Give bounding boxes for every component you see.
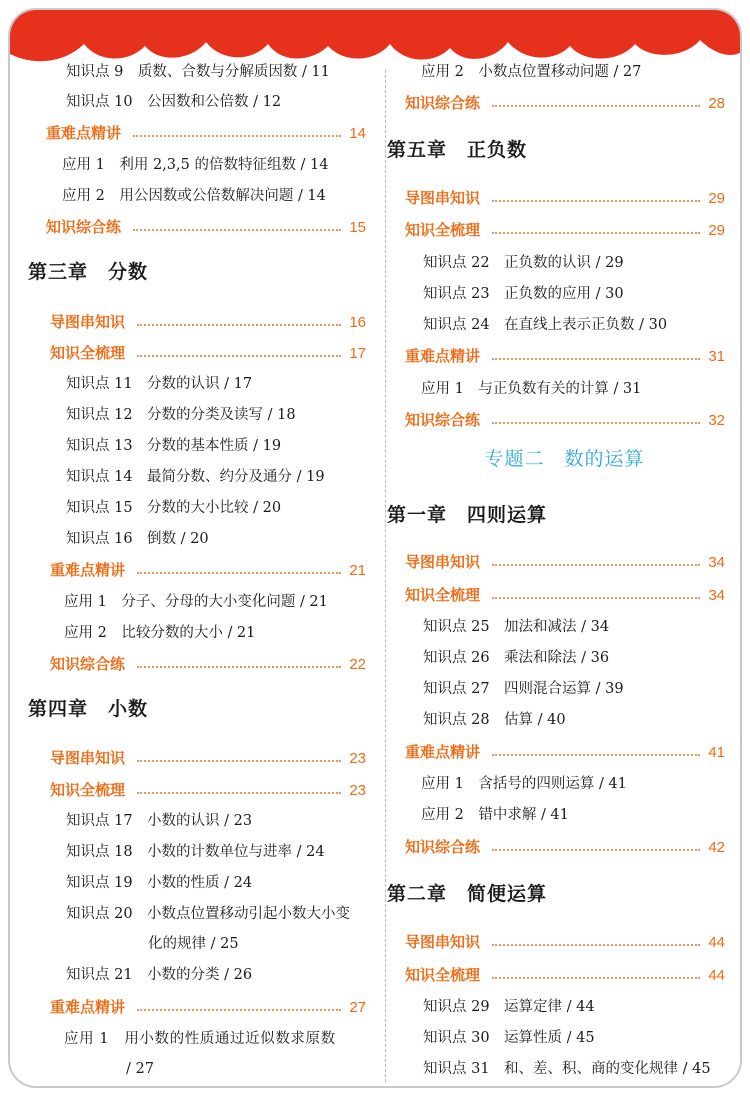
dot-leader: [137, 324, 341, 326]
section-label: 知识综合练: [50, 656, 126, 673]
section-page: 28: [708, 95, 725, 112]
toc-item[interactable]: [66, 92, 281, 112]
toc-item[interactable]: [66, 842, 325, 862]
toc-section[interactable]: [46, 124, 366, 144]
toc-section[interactable]: [405, 189, 725, 209]
toc-item-text: 应用 1 用小数的性质通过近似数求原数: [64, 1031, 336, 1047]
toc-item[interactable]: [64, 623, 255, 643]
section-label: 知识综合练: [46, 219, 122, 236]
toc-section[interactable]: [405, 94, 725, 114]
section-label: 导图串知识: [405, 934, 481, 951]
section-page: 16: [349, 314, 366, 331]
section-page: 44: [708, 934, 725, 951]
section-label: 知识综合练: [405, 95, 481, 112]
dot-leader: [137, 355, 341, 357]
dot-leader: [492, 105, 700, 107]
toc-item-text: 知识点 18 小数的计数单位与进率 / 24: [66, 844, 325, 860]
toc-item[interactable]: [423, 315, 667, 335]
toc-section[interactable]: [405, 838, 725, 858]
toc-item-text: 知识点 12 分数的分类及读写 / 18: [66, 407, 296, 423]
topic-title: 专题二 数的运算: [484, 448, 645, 470]
toc-item[interactable]: [66, 529, 209, 549]
section-page: 22: [349, 656, 366, 673]
toc-item-text: 知识点 14 最简分数、约分及通分 / 19: [66, 469, 325, 485]
toc-section[interactable]: [405, 743, 725, 763]
dot-leader: [492, 597, 700, 599]
toc-item[interactable]: [66, 374, 252, 394]
section-page: 31: [708, 348, 725, 365]
toc-section[interactable]: [50, 781, 366, 801]
dot-leader: [492, 422, 700, 424]
section-label: 重难点精讲: [50, 999, 126, 1016]
toc-item-continued[interactable]: [126, 1059, 154, 1079]
toc-item-text: 知识点 25 加法和减法 / 34: [423, 619, 610, 635]
toc-item[interactable]: [66, 62, 330, 82]
section-page: 29: [708, 190, 725, 207]
section-label: 重难点精讲: [50, 562, 126, 579]
section-label: 重难点精讲: [405, 744, 481, 761]
section-label: 导图串知识: [50, 750, 126, 767]
chapter-title: 第一章 四则运算: [387, 504, 548, 526]
section-page: 34: [708, 587, 725, 604]
toc-section[interactable]: [405, 221, 725, 241]
dot-leader: [492, 232, 700, 234]
dot-leader: [133, 229, 341, 231]
section-page: 17: [349, 345, 366, 362]
toc-section[interactable]: [405, 553, 725, 573]
toc-item[interactable]: [66, 873, 252, 893]
toc-item[interactable]: [66, 405, 296, 425]
toc-section[interactable]: [405, 586, 725, 606]
toc-item-text: 知识点 17 小数的认识 / 23: [66, 813, 253, 829]
dot-leader: [137, 666, 341, 668]
toc-section[interactable]: [50, 561, 366, 581]
section-page: 29: [708, 222, 725, 239]
dot-leader: [137, 1009, 341, 1011]
toc-item-text: 知识点 26 乘法和除法 / 36: [423, 650, 610, 666]
section-label: 知识全梳理: [50, 782, 126, 799]
section-page: 21: [349, 562, 366, 579]
toc-item[interactable]: [423, 1059, 711, 1079]
toc-item[interactable]: [64, 592, 328, 612]
toc-item[interactable]: [66, 467, 325, 487]
toc-section[interactable]: [405, 966, 725, 986]
chapter-heading[interactable]: [387, 505, 547, 525]
toc-item[interactable]: [64, 1029, 336, 1049]
toc-item-text: 知识点 10 公因数和公倍数 / 12: [66, 94, 282, 110]
section-label: 知识全梳理: [405, 967, 481, 984]
toc-item[interactable]: [423, 1028, 595, 1048]
toc-item-text: 知识点 31 和、差、积、商的变化规律 / 45: [423, 1061, 711, 1077]
toc-item-text: 知识点 19 小数的性质 / 24: [66, 875, 253, 891]
section-page: 44: [708, 967, 725, 984]
toc-item[interactable]: [421, 805, 569, 825]
dot-leader: [137, 792, 341, 794]
toc-item-text: 知识点 11 分数的认识 / 17: [66, 376, 253, 392]
dot-leader: [137, 572, 341, 574]
section-label: 导图串知识: [50, 314, 126, 331]
toc-section[interactable]: [50, 313, 366, 333]
chapter-heading[interactable]: [387, 884, 547, 904]
dot-leader: [492, 564, 700, 566]
dot-leader: [492, 754, 700, 756]
chapter-heading[interactable]: [28, 262, 148, 282]
section-page: 23: [349, 782, 366, 799]
toc-item-text: 知识点 16 倒数 / 20: [66, 531, 209, 547]
toc-item-text: 知识点 27 四则混合运算 / 39: [423, 681, 624, 697]
page-frame: [8, 8, 742, 1088]
toc-item[interactable]: [421, 62, 641, 82]
toc-item[interactable]: [66, 811, 252, 831]
toc-section[interactable]: [405, 411, 725, 431]
column-divider: [385, 70, 386, 1082]
toc-section[interactable]: [50, 344, 366, 364]
section-page: 27: [349, 999, 366, 1016]
section-label: 导图串知识: [405, 554, 481, 571]
toc-item-continued[interactable]: [148, 934, 239, 954]
toc-section[interactable]: [405, 933, 725, 953]
topic-heading[interactable]: [385, 449, 742, 469]
section-label: 导图串知识: [405, 190, 481, 207]
chapter-heading[interactable]: [387, 140, 527, 160]
section-label: 重难点精讲: [46, 125, 122, 142]
dot-leader: [492, 358, 700, 360]
section-page: 15: [349, 219, 366, 236]
chapter-title: 第五章 正负数: [387, 139, 528, 161]
toc-item[interactable]: [66, 436, 281, 456]
section-label: 知识综合练: [405, 839, 481, 856]
toc-item-text: 知识点 29 运算定律 / 44: [423, 999, 595, 1015]
toc-item[interactable]: [66, 965, 252, 985]
toc-item-text: 知识点 21 小数的分类 / 26: [66, 967, 253, 983]
toc-item-text: 知识点 22 正负数的认识 / 29: [423, 255, 624, 271]
section-label: 知识全梳理: [50, 345, 126, 362]
toc-item-text: 应用 1 含括号的四则运算 / 41: [421, 776, 627, 792]
toc-item[interactable]: [62, 155, 329, 175]
toc-item[interactable]: [66, 904, 350, 924]
toc-item[interactable]: [423, 679, 624, 699]
chapter-title: 第三章 分数: [28, 261, 149, 283]
toc-item-text: 知识点 20 小数点位置移动引起小数大小变: [66, 906, 351, 922]
section-page: 23: [349, 750, 366, 767]
toc-item[interactable]: [423, 710, 566, 730]
toc-item-text: 应用 2 错中求解 / 41: [421, 807, 569, 823]
section-label: 知识综合练: [405, 412, 481, 429]
dot-leader: [492, 849, 700, 851]
toc-item-text: 化的规律 / 25: [148, 936, 239, 952]
toc-item-text: 知识点 28 估算 / 40: [423, 712, 566, 728]
dot-leader: [492, 944, 700, 946]
toc-item-text: 应用 1 分子、分母的大小变化问题 / 21: [64, 594, 328, 610]
toc-item[interactable]: [62, 186, 326, 206]
toc-item[interactable]: [421, 774, 627, 794]
toc-item[interactable]: [423, 648, 609, 668]
toc-item-text: 应用 2 小数点位置移动问题 / 27: [421, 64, 642, 80]
section-label: 重难点精讲: [405, 348, 481, 365]
toc-section[interactable]: [50, 998, 366, 1018]
toc-item[interactable]: [421, 379, 641, 399]
toc-item-text: 知识点 13 分数的基本性质 / 19: [66, 438, 282, 454]
toc-item[interactable]: [423, 617, 609, 637]
toc-item-text: 知识点 24 在直线上表示正负数 / 30: [423, 317, 668, 333]
toc-section[interactable]: [50, 655, 366, 675]
toc-item-text: 应用 2 比较分数的大小 / 21: [64, 625, 256, 641]
section-page: 41: [708, 744, 725, 761]
toc-section[interactable]: [46, 218, 366, 238]
section-page: 34: [708, 554, 725, 571]
section-label: 知识全梳理: [405, 587, 481, 604]
section-page: 14: [349, 125, 366, 142]
toc-section[interactable]: [405, 347, 725, 367]
section-label: 知识全梳理: [405, 222, 481, 239]
toc-item-text: / 27: [126, 1061, 154, 1077]
toc-item-text: 知识点 23 正负数的应用 / 30: [423, 286, 624, 302]
toc-item-text: 应用 1 与正负数有关的计算 / 31: [421, 381, 642, 397]
section-page: 42: [708, 839, 725, 856]
dot-leader: [137, 760, 341, 762]
toc-item[interactable]: [423, 997, 595, 1017]
toc-item[interactable]: [66, 498, 281, 518]
toc-item-text: 应用 1 利用 2,3,5 的倍数特征组数 / 14: [62, 157, 329, 173]
dot-leader: [133, 135, 341, 137]
chapter-title: 第四章 小数: [28, 698, 149, 720]
toc-item[interactable]: [423, 253, 624, 273]
toc-item-text: 应用 2 用公因数或公倍数解决问题 / 14: [62, 188, 326, 204]
chapter-heading[interactable]: [28, 699, 148, 719]
section-page: 32: [708, 412, 725, 429]
toc-section[interactable]: [50, 749, 366, 769]
toc-item[interactable]: [423, 284, 624, 304]
dot-leader: [492, 200, 700, 202]
dot-leader: [492, 977, 700, 979]
toc-item-text: 知识点 15 分数的大小比较 / 20: [66, 500, 282, 516]
toc-item-text: 知识点 30 运算性质 / 45: [423, 1030, 595, 1046]
chapter-title: 第二章 简便运算: [387, 883, 548, 905]
toc-item-text: 知识点 9 质数、合数与分解质因数 / 11: [66, 64, 330, 80]
